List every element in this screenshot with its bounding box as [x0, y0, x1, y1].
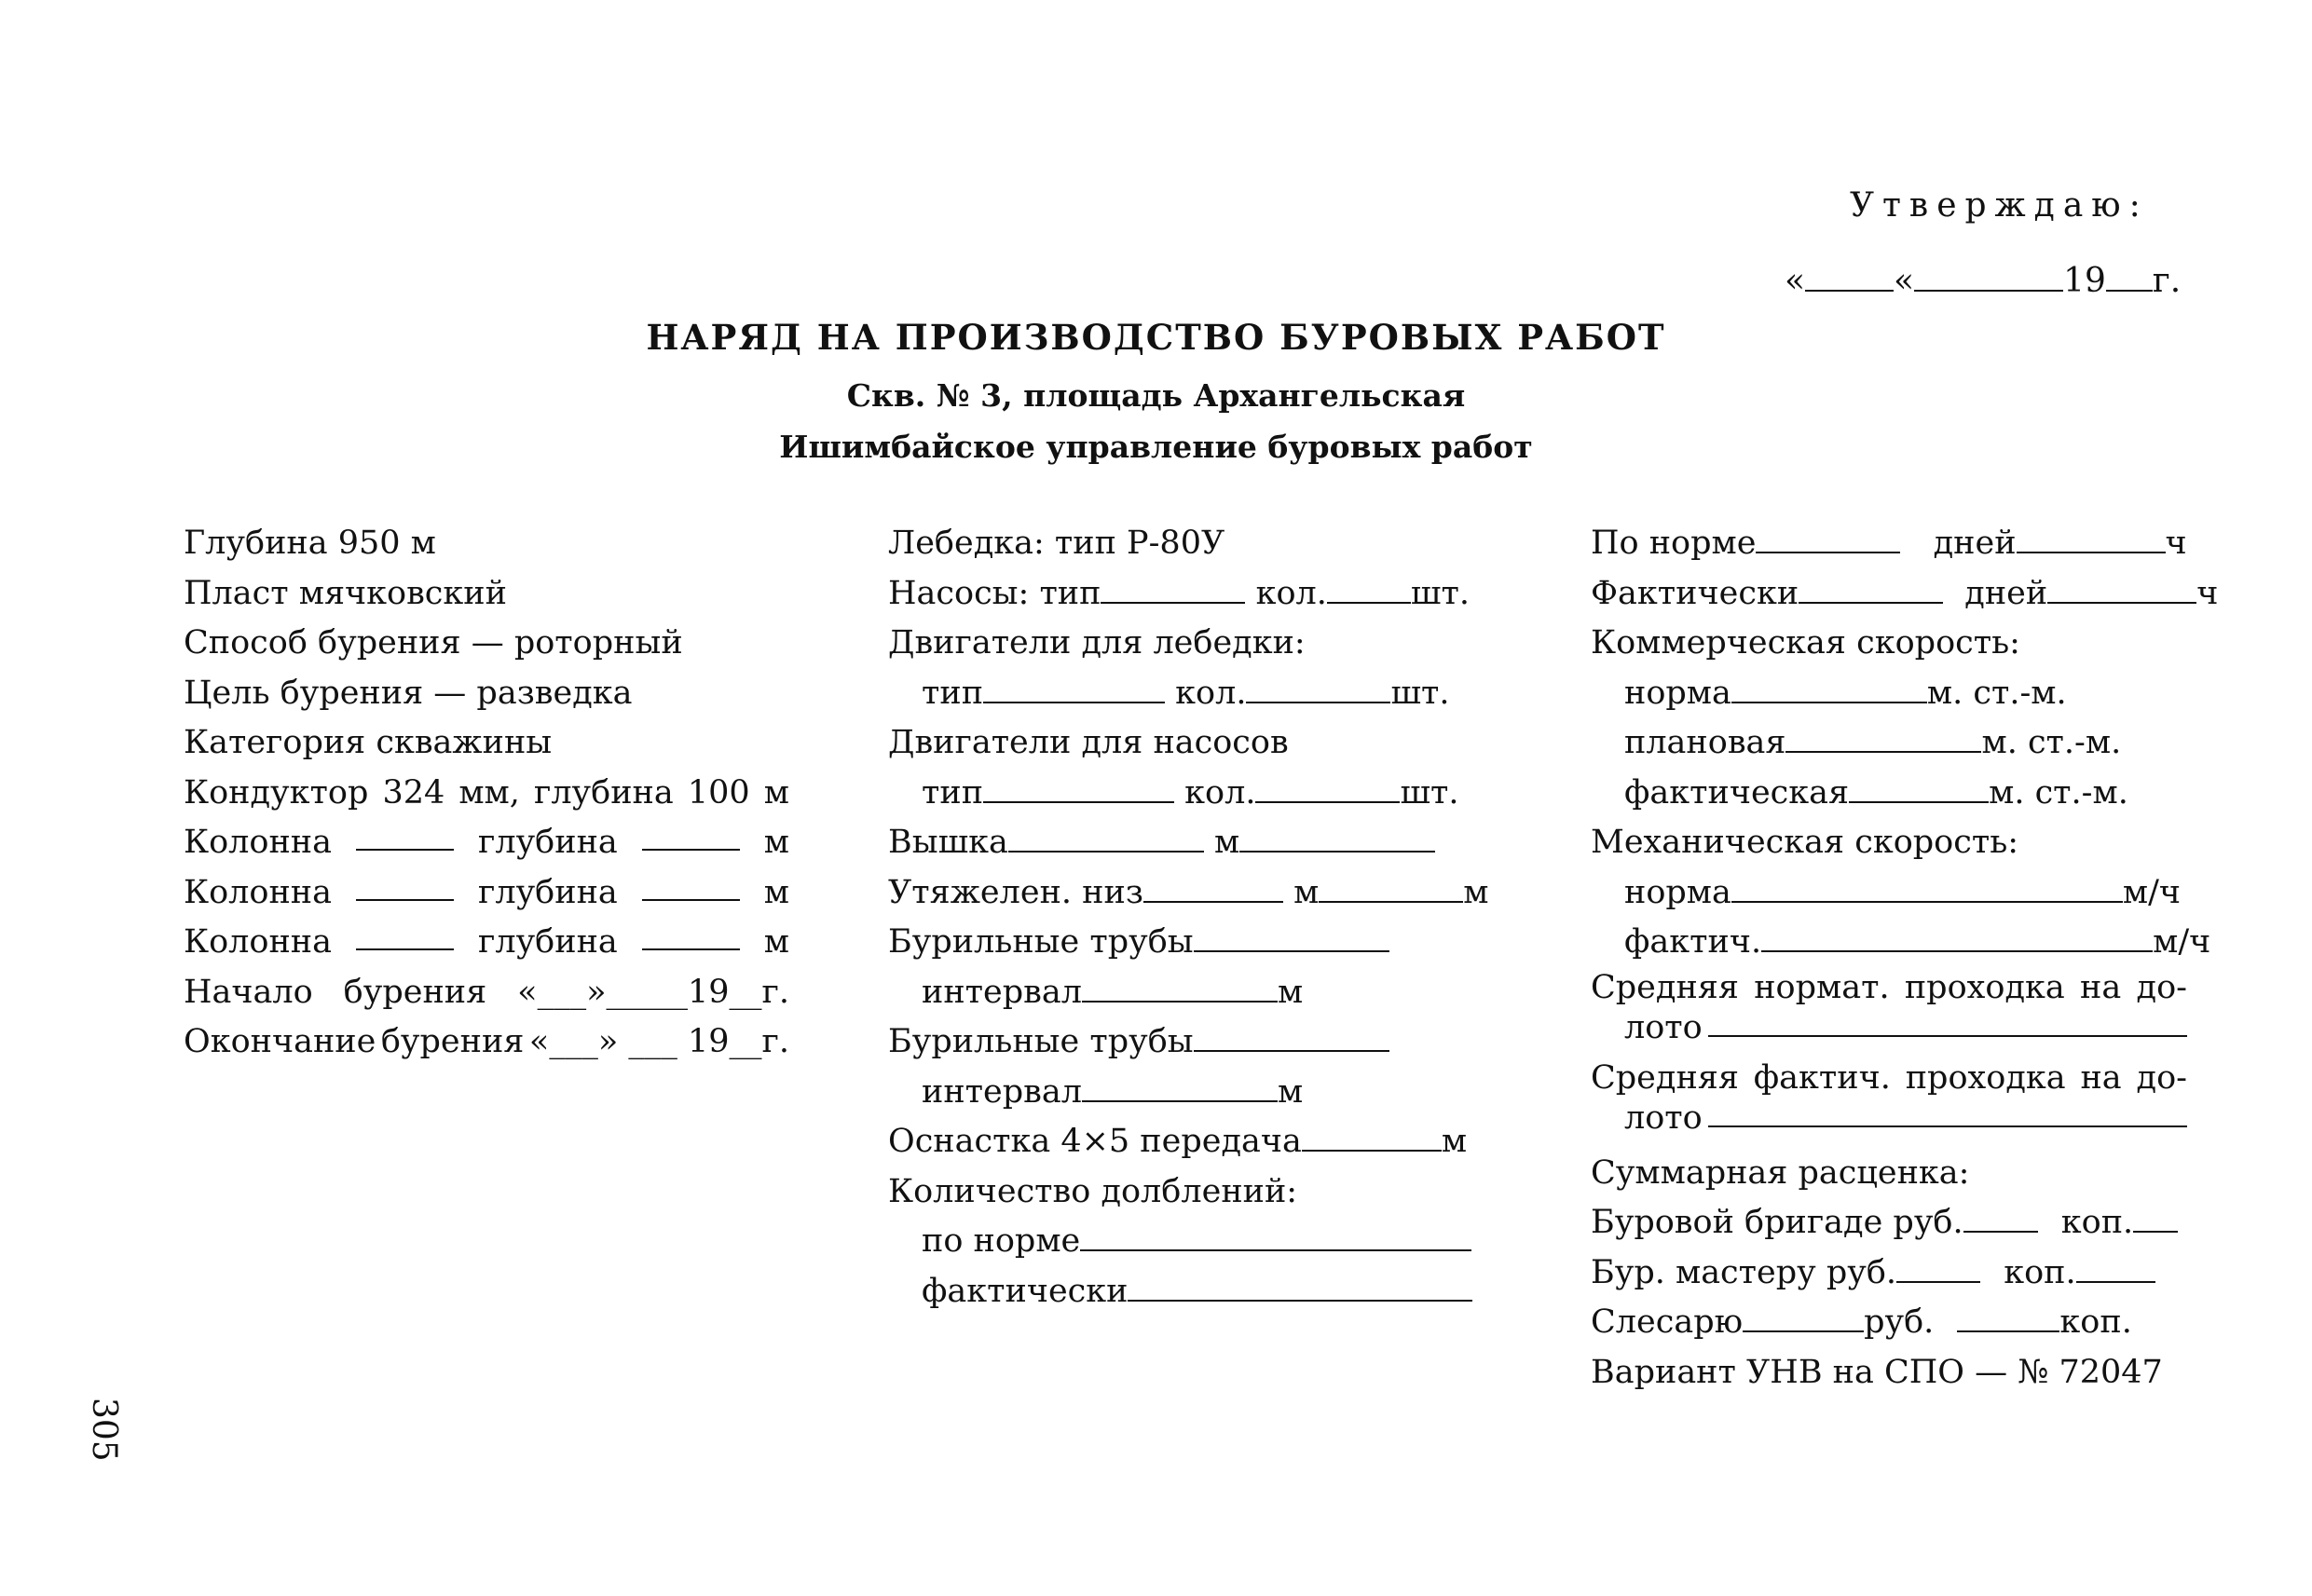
avg-penetration-word: проходка [1905, 1058, 2066, 1097]
fact-label: Фактически [1591, 574, 1799, 612]
column-blank[interactable] [356, 818, 454, 851]
qty-label: кол. [1184, 773, 1256, 812]
left-column [184, 519, 789, 1068]
commercial-plan-line [1591, 718, 2187, 769]
rub-label: руб. [1864, 1303, 1935, 1341]
date-day-blank[interactable] [1805, 258, 1894, 292]
well-subtitle: Скв. № 3, площадь Архангельская [846, 377, 1466, 414]
method-line: Способ бурения — роторный [184, 624, 683, 662]
end-date[interactable]: «___» ___ 19__г. [528, 1023, 789, 1060]
avg-fact-word: фактич. [1753, 1058, 1891, 1097]
category-line: Категория скважины [184, 724, 553, 761]
mechanical-norm-label: норма [1624, 873, 1731, 911]
page-number: 305 [85, 1398, 123, 1462]
date-year-prefix: 19 [2063, 262, 2106, 301]
chisel-norm-blank[interactable] [1080, 1219, 1471, 1251]
mechanical-unit: м/ч [2153, 923, 2211, 961]
pcs-label: шт. [1400, 773, 1459, 812]
variant-line: Вариант УНВ на СПО — № 72047 [1591, 1353, 2163, 1391]
commercial-fact-label: фактическая [1624, 773, 1850, 812]
avg-fact-line [1591, 1058, 2187, 1098]
pump-engines-type-line [888, 769, 1484, 819]
right-column [1591, 519, 2219, 1398]
hours-label: ч [2196, 574, 2219, 612]
interval-line-2 [888, 1068, 1484, 1118]
mechanical-fact-line [1591, 918, 2211, 968]
qty-blank[interactable] [1246, 670, 1390, 703]
chisel-norm-label: по норме [922, 1222, 1081, 1260]
qty-label: кол. [1175, 674, 1247, 712]
chisel-count-line: Количество долблений: [888, 1172, 1298, 1210]
organization-subtitle: Ишимбайское управление буровых работ [779, 429, 1533, 465]
tower-line [888, 818, 1484, 868]
fitter-rub-blank[interactable] [1743, 1300, 1864, 1332]
avg-norm-blank[interactable] [1708, 1007, 2187, 1037]
pcs-label: шт. [1390, 674, 1450, 712]
column-line-1 [184, 818, 789, 868]
middle-column [888, 519, 1489, 1316]
master-rub-blank[interactable] [1896, 1249, 1980, 1282]
interval-label: интервал [922, 973, 1082, 1011]
kop-label: коп. [2059, 1303, 2132, 1341]
fitter-line [1591, 1298, 2187, 1348]
master-label: Бур. мастеру руб. [1591, 1253, 1897, 1291]
date-year-blank[interactable] [2106, 258, 2153, 292]
chisel-actual-line [888, 1267, 1484, 1317]
avg-on-word: на [2080, 1058, 2122, 1097]
column-label: Колонна [184, 923, 332, 961]
tower-label: Вышка [888, 824, 1008, 861]
winch-engines-line: Двигатели для лебедки: [888, 624, 1306, 662]
mechanical-norm-line [1591, 868, 2187, 919]
tower-blank[interactable] [1008, 820, 1204, 853]
tower-unit: м [1214, 824, 1240, 861]
tower-height-blank[interactable] [1239, 820, 1435, 853]
mechanical-fact-blank[interactable] [1761, 920, 2153, 952]
interval-unit: м [1277, 973, 1304, 1011]
avg-norm-line [1591, 968, 2187, 1007]
depth-line: Глубина 950 м [184, 525, 436, 562]
conductor-unit: мм, [458, 773, 520, 812]
heavy-bottom-length-blank[interactable] [1319, 869, 1463, 902]
bit-word: лото [1624, 1008, 1703, 1046]
mechanical-norm-blank[interactable] [1731, 869, 2123, 902]
commercial-unit: м. ст.-м. [1989, 773, 2128, 812]
avg-norm-bit-line [1591, 1007, 2187, 1058]
norm-days-blank[interactable] [1756, 521, 1900, 553]
total-rate-line: Суммарная расценка: [1591, 1153, 1970, 1192]
rigging-label: Оснастка 4×5 передача [888, 1123, 1302, 1160]
date-quote-open-2: « [1894, 262, 1915, 301]
pipes-label: Бурильные трубы [888, 923, 1194, 961]
commercial-unit: м. ст.-м. [1981, 724, 2122, 761]
brigade-kop-blank[interactable] [2133, 1200, 2178, 1233]
commercial-speed-line: Коммерческая скорость: [1591, 624, 2020, 662]
column-label: Колонна [184, 873, 332, 911]
pumps-type-label: Насосы: тип [888, 574, 1101, 612]
mechanical-fact-label: фактич. [1624, 923, 1762, 961]
approval-date-line [1785, 258, 2181, 300]
end-word: Окончание [184, 1023, 376, 1060]
commercial-unit: м. ст.-м. [1926, 674, 2067, 712]
commercial-norm-line [1591, 669, 2187, 719]
column-depth-label: глубина [478, 923, 618, 961]
start-word: Начало [184, 973, 313, 1011]
interval-unit: м [1277, 1072, 1304, 1111]
fact-hours-blank[interactable] [2047, 570, 2196, 603]
fitter-kop-blank[interactable] [1957, 1300, 2059, 1332]
heavy-bottom-line [888, 868, 1489, 919]
date-suffix: г. [2152, 262, 2182, 301]
pipes-line-2 [888, 1017, 1484, 1068]
avg-bit-start: до- [2136, 1058, 2187, 1097]
pumps-qty-label: кол. [1255, 574, 1327, 612]
column-depth-blank[interactable] [642, 868, 740, 901]
kop-label: коп. [2060, 1204, 2134, 1241]
norm-label: По норме [1591, 525, 1757, 562]
winch-line: Лебедка: тип Р-80У [888, 525, 1225, 562]
heavy-bottom-unit-2: м [1463, 873, 1489, 911]
interval-blank[interactable] [1082, 969, 1278, 1002]
column-depth-blank[interactable] [642, 818, 740, 851]
pipes-line-1 [888, 918, 1484, 968]
commercial-fact-blank[interactable] [1849, 770, 1989, 802]
norm-hours-blank[interactable] [2017, 521, 2166, 553]
start-date[interactable]: «___»_____19__г. [517, 973, 789, 1011]
avg-norm-word: нормат. [1754, 968, 1890, 1006]
date-quote-open: « [1785, 262, 1806, 301]
commercial-norm-blank[interactable] [1731, 670, 1927, 703]
interval-blank[interactable] [1082, 1069, 1278, 1101]
column-depth-blank[interactable] [642, 918, 740, 950]
heavy-bottom-unit: м [1293, 873, 1320, 911]
kop-label: коп. [2004, 1253, 2076, 1291]
norm-days-line [1591, 519, 2187, 569]
fact-days-line [1591, 569, 2219, 620]
brigade-label: Буровой бригаде руб. [1591, 1204, 1963, 1241]
pumps-line [888, 569, 1484, 620]
rigging-unit: м [1441, 1123, 1468, 1160]
column-label: Колонна [184, 824, 332, 861]
chisel-norm-line [888, 1217, 1484, 1267]
chisel-actual-blank[interactable] [1128, 1268, 1472, 1301]
pumps-pcs: шт. [1410, 574, 1470, 612]
pumps-type-blank[interactable] [1101, 570, 1245, 603]
type-blank[interactable] [983, 770, 1174, 802]
fact-days-blank[interactable] [1799, 570, 1943, 603]
column-unit: м [763, 873, 789, 911]
commercial-fact-line [1591, 769, 2187, 819]
column-line-2 [184, 868, 789, 919]
winch-engines-type-line [888, 669, 1484, 719]
avg-bit-start: до- [2136, 968, 2187, 1006]
end-line [184, 1017, 789, 1068]
column-line-3 [184, 918, 789, 968]
avg-fact-blank[interactable] [1708, 1098, 2187, 1127]
column-blank[interactable] [356, 868, 454, 901]
column-unit: м [763, 923, 789, 961]
date-month-blank[interactable] [1914, 258, 2063, 292]
column-unit: м [763, 824, 789, 861]
commercial-norm-label: норма [1624, 674, 1731, 712]
avg-on-word: на [2080, 968, 2122, 1006]
conductor-depth-value: 100 [687, 773, 750, 812]
approval-label: Утверждаю: [1850, 186, 2149, 225]
brigade-line [1591, 1198, 2187, 1248]
avg-penetration-word: проходка [1904, 968, 2065, 1006]
document-title: НАРЯД НА ПРОИЗВОДСТВО БУРОВЫХ РАБОТ [646, 317, 1666, 358]
heavy-bottom-label: Утяжелен. низ [888, 873, 1143, 911]
start-drilling-word: бурения [343, 973, 487, 1011]
days-label: дней [1964, 574, 2048, 612]
interval-line-1 [888, 968, 1484, 1018]
conductor-line [184, 769, 789, 819]
end-drilling-word: бурения [380, 1023, 525, 1060]
avg-word: Средняя [1591, 1058, 1739, 1097]
master-kop-blank[interactable] [2076, 1249, 2155, 1282]
avg-word: Средняя [1591, 968, 1739, 1006]
conductor-depth-word: глубина [533, 773, 674, 812]
avg-fact-bit-line [1591, 1098, 2187, 1149]
pumps-qty-blank[interactable] [1327, 570, 1411, 603]
hours-label: ч [2165, 525, 2187, 562]
chisel-actual-label: фактически [922, 1272, 1129, 1310]
brigade-rub-blank[interactable] [1963, 1200, 2038, 1233]
mechanical-speed-line: Механическая скорость: [1591, 824, 2019, 861]
days-label: дней [1933, 525, 2017, 562]
pipes-blank[interactable] [1194, 920, 1389, 952]
conductor-diameter: 324 [382, 773, 445, 812]
column-blank[interactable] [356, 918, 454, 950]
type-label: тип [922, 674, 984, 712]
pump-engines-line: Двигатели для насосов [888, 724, 1289, 761]
pipes-label: Бурильные трубы [888, 1023, 1194, 1060]
conductor-depth-unit: м [763, 773, 789, 812]
rigging-blank[interactable] [1302, 1119, 1442, 1152]
conductor-word: Кондуктор [184, 773, 369, 812]
commercial-plan-blank[interactable] [1785, 720, 1981, 753]
type-blank[interactable] [983, 670, 1165, 703]
layer-line: Пласт мячковский [184, 574, 507, 612]
pipes-blank[interactable] [1194, 1019, 1389, 1052]
rigging-line [888, 1117, 1484, 1167]
interval-label: интервал [922, 1072, 1082, 1111]
commercial-plan-label: плановая [1624, 724, 1786, 761]
mechanical-unit: м/ч [2122, 873, 2182, 911]
fitter-label: Слесарю [1591, 1303, 1744, 1341]
column-depth-label: глубина [478, 824, 618, 861]
heavy-bottom-blank[interactable] [1143, 869, 1283, 902]
type-label: тип [922, 773, 984, 812]
purpose-line: Цель бурения — разведка [184, 674, 633, 712]
qty-blank[interactable] [1255, 770, 1400, 802]
column-depth-label: глубина [478, 873, 618, 911]
bit-word: лото [1624, 1098, 1703, 1137]
start-line [184, 968, 789, 1018]
master-line [1591, 1248, 2187, 1299]
